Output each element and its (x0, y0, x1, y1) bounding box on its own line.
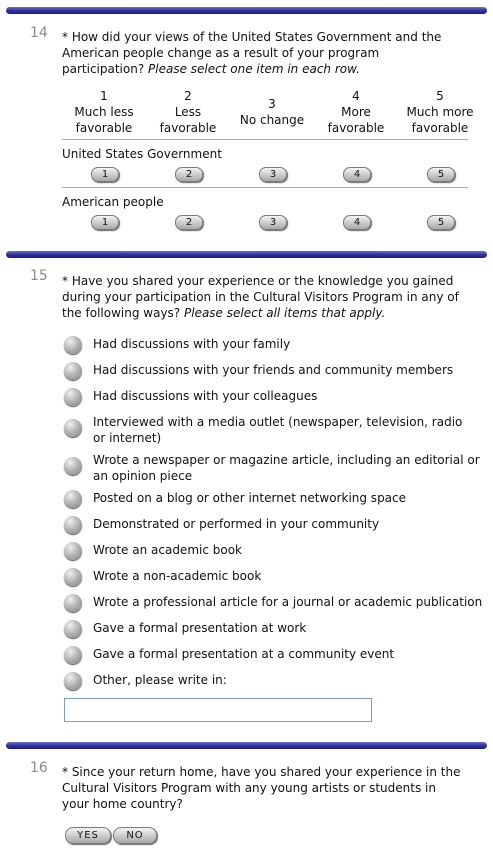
option-label: Wrote an academic book (93, 543, 243, 557)
option-checkbox[interactable] (64, 457, 82, 475)
option-label: Posted on a blog or other internet networking space (93, 491, 407, 505)
rating-button-5[interactable]: 5 (427, 215, 455, 230)
scale-label: No change (239, 113, 305, 127)
rating-button-5[interactable]: 5 (427, 167, 455, 182)
option-label: Had discussions with your family (93, 337, 291, 351)
scale-label: Much more (406, 105, 474, 119)
scale-label: Much less (74, 105, 134, 119)
scale-number: 2 (184, 89, 192, 103)
no-button[interactable]: NO (113, 827, 157, 844)
option-checkbox[interactable] (64, 516, 82, 534)
option-label: Other, please write in: (93, 673, 227, 687)
option-label: Wrote a professional article for a journal or academic publication (93, 595, 483, 609)
option-checkbox[interactable] (64, 490, 82, 508)
rating-button-4[interactable]: 4 (343, 215, 371, 230)
section-divider-bar (6, 251, 487, 258)
question-text: * Since your return home, have you shared your experience in the Cultural Visitors Program with any young artists or students in your home country? (62, 765, 461, 811)
option-checkbox[interactable] (64, 362, 82, 380)
option-checkbox[interactable] (64, 594, 82, 612)
yes-button[interactable]: YES (65, 827, 111, 844)
question-prompt: * How did your views of the United States Government and the American people change as a result of your program participation? (62, 30, 442, 76)
rating-button-1[interactable]: 1 (91, 167, 119, 182)
option-checkbox[interactable] (64, 336, 82, 354)
scale-label: More (341, 105, 371, 119)
question-prompt: * Have you shared your experience or the knowledge you gained during your participation in the Cultural Visitors Program in any of the following ways? (62, 274, 459, 320)
option-checkbox[interactable] (64, 388, 82, 406)
option-checkbox[interactable] (64, 568, 82, 586)
option-checkbox[interactable] (64, 419, 82, 437)
option-label: Had discussions with your friends and community members (93, 363, 454, 377)
question-number: 16 (30, 760, 48, 776)
option-label: Wrote a newspaper or magazine article, including an editorial or an opinion piece (93, 453, 480, 483)
rating-button-2[interactable]: 2 (175, 215, 203, 230)
scale-header (143, 88, 233, 136)
option-label: Had discussions with your colleagues (93, 389, 318, 403)
section-divider-bar (6, 742, 487, 749)
option-checkbox[interactable] (64, 672, 82, 690)
option-label: Gave a formal presentation at a community event (93, 647, 395, 661)
row-separator (62, 187, 468, 188)
row-separator (62, 139, 468, 140)
row-label-us-government: United States Government (62, 147, 222, 161)
other-write-in-field[interactable] (64, 698, 372, 722)
question-text (62, 273, 482, 321)
question-number: 14 (30, 25, 48, 41)
scale-number: 4 (352, 89, 360, 103)
row-label-american-people: American people (62, 195, 164, 209)
scale-header (311, 88, 401, 136)
option-checkbox[interactable] (64, 620, 82, 638)
scale-header (227, 96, 317, 128)
option-label: Gave a formal presentation at work (93, 621, 307, 635)
scale-label: favorable (75, 121, 133, 135)
scale-number: 5 (436, 89, 444, 103)
rating-button-2[interactable]: 2 (175, 167, 203, 182)
rating-button-3[interactable]: 3 (259, 167, 287, 182)
scale-label: Less (174, 105, 202, 119)
scale-number: 1 (100, 89, 108, 103)
scale-header (395, 88, 485, 136)
option-checkbox[interactable] (64, 646, 82, 664)
option-checkbox[interactable] (64, 542, 82, 560)
scale-label: favorable (327, 121, 385, 135)
question-number: 15 (30, 268, 48, 284)
option-label: Demonstrated or performed in your community (93, 517, 380, 531)
scale-header (59, 88, 149, 136)
question-text (62, 29, 462, 77)
option-label: Wrote a non-academic book (93, 569, 262, 583)
question-instruction: Please select all items that apply. (184, 306, 386, 320)
scale-number: 3 (268, 97, 276, 111)
section-divider-bar (6, 7, 487, 14)
question-instruction: Please select one item in each row. (148, 62, 360, 76)
rating-button-4[interactable]: 4 (343, 167, 371, 182)
option-label: Interviewed with a media outlet (newspaper, television, radio or internet) (93, 415, 463, 445)
rating-button-1[interactable]: 1 (91, 215, 119, 230)
scale-label: favorable (411, 121, 469, 135)
rating-button-3[interactable]: 3 (259, 215, 287, 230)
scale-label: favorable (159, 121, 217, 135)
